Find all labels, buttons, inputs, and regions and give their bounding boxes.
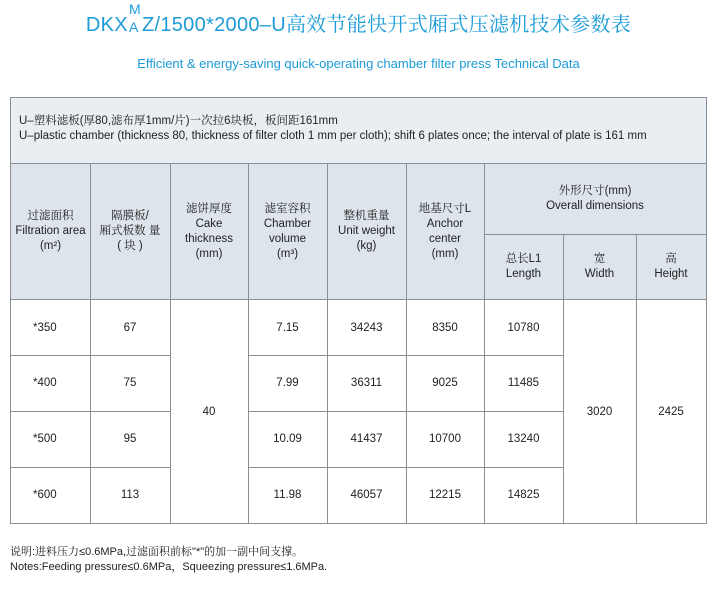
header-text: thickness	[185, 232, 233, 245]
grid-line	[11, 467, 170, 468]
header-plates	[90, 164, 170, 299]
header-text: 总长L1	[505, 252, 542, 265]
intro-line-en: U–plastic chamber (thickness 80, thickness of filter cloth 1 mm per cloth); shift 6 plates once; the interval of plate is 161 mm	[19, 130, 647, 142]
cell-length: 11485	[507, 377, 540, 389]
grid-line	[636, 300, 637, 523]
header-text: (mm)	[431, 247, 459, 260]
notes	[10, 545, 327, 575]
cell-plates: 75	[123, 377, 137, 389]
header-text: (kg)	[356, 240, 377, 252]
header-text: Chamber	[263, 217, 312, 230]
note-line-cn: 说明:进料压力≤0.6MPa,过滤面积前标"*"的加一副中间支撑。	[10, 546, 304, 558]
header-filtration-area	[11, 164, 90, 299]
cell-volume: 11.98	[273, 489, 302, 501]
grid-line	[484, 234, 706, 235]
header-text: Width	[584, 267, 615, 280]
cell-anchor: 12215	[429, 489, 461, 501]
header-text: Anchor	[426, 217, 464, 230]
table-intro	[11, 98, 706, 164]
cell-weight: 41437	[350, 433, 383, 445]
grid-line	[170, 300, 171, 523]
grid-line	[248, 467, 563, 468]
header-text: 高	[665, 252, 677, 265]
page-subtitle: Efficient & energy-saving quick-operating chamber filter press Technical Data	[137, 56, 580, 71]
grid-line	[11, 411, 170, 412]
cell-area: *400	[33, 377, 57, 389]
header-text: (m³)	[276, 247, 299, 260]
title-prefix: DKX	[85, 14, 128, 36]
grid-line	[170, 164, 171, 300]
header-text: 外形尺寸(mm)	[558, 185, 632, 197]
table-body	[11, 300, 706, 523]
cell-length: 14825	[507, 489, 540, 501]
grid-line	[90, 164, 91, 300]
cell-plates: 113	[120, 489, 140, 501]
grid-line	[327, 164, 328, 300]
page-title	[0, 1, 717, 37]
cell-volume: 10.09	[273, 433, 302, 445]
title-suffix: Z/1500*2000–U高效节能快开式厢式压滤机技术参数表	[141, 14, 632, 36]
cell-weight: 46057	[350, 489, 383, 501]
header-text: center	[429, 232, 461, 245]
cell-volume: 7.15	[276, 321, 299, 334]
title-sup: M	[128, 1, 141, 17]
table-header	[11, 164, 706, 300]
title-sub: A	[128, 19, 139, 35]
header-text: 滤室容积	[264, 202, 311, 215]
cell-length: 10780	[507, 321, 540, 334]
header-text: (mm)	[195, 247, 223, 260]
header-text: volume	[268, 232, 307, 245]
header-width	[563, 234, 636, 299]
grid-line	[248, 164, 249, 300]
header-text: Unit weight	[338, 225, 395, 237]
cell-weight: 36311	[350, 377, 383, 389]
cell-area: *500	[33, 433, 57, 445]
note-line-en: Notes:Feeding pressure≤0.6MPa，Squeezing pressure≤1.6MPa.	[10, 561, 328, 573]
header-overall-dimensions	[484, 164, 706, 234]
cell-length: 13240	[507, 433, 540, 445]
cell-plates: 95	[123, 433, 137, 445]
header-text: 厢式板数 量	[99, 225, 161, 237]
cell-anchor: 10700	[429, 433, 461, 445]
header-unit-weight	[327, 164, 406, 299]
header-text: ( 块 )	[117, 240, 143, 252]
cell-width-merged: 3020	[586, 405, 613, 418]
cell-plates: 67	[123, 321, 137, 334]
header-chamber-volume	[248, 164, 327, 299]
grid-line	[484, 164, 485, 300]
header-anchor-center	[406, 164, 484, 299]
header-text: 隔膜板/	[111, 210, 149, 222]
title-model-stack	[128, 1, 142, 35]
header-text: 过滤面积	[27, 210, 74, 222]
spec-table	[10, 97, 707, 524]
grid-line	[248, 411, 563, 412]
header-text: 地基尺寸L	[418, 202, 472, 215]
cell-cake-thickness-merged: 40	[202, 405, 216, 418]
grid-line	[636, 234, 637, 300]
cell-anchor: 8350	[432, 321, 458, 334]
grid-line	[563, 300, 564, 523]
header-height	[636, 234, 706, 299]
grid-line	[11, 355, 170, 356]
header-text: 滤饼厚度	[186, 202, 232, 215]
cell-area: *350	[33, 321, 57, 334]
header-length	[484, 234, 563, 299]
cell-anchor: 9025	[432, 377, 458, 389]
grid-line	[563, 234, 564, 300]
cell-height-merged: 2425	[658, 405, 684, 418]
header-text: Filtration area	[15, 225, 86, 237]
cell-area: *600	[33, 489, 57, 501]
grid-line	[248, 355, 563, 356]
header-text: Length	[505, 267, 542, 280]
header-text: 宽	[593, 252, 606, 265]
header-text: Overall dimensions	[546, 200, 644, 212]
cell-volume: 7.99	[276, 377, 299, 389]
header-text: Cake	[195, 217, 223, 230]
header-cake-thickness	[170, 164, 248, 299]
header-text: Height	[654, 267, 688, 280]
cell-weight: 34243	[350, 321, 383, 334]
grid-line	[406, 164, 407, 300]
intro-line-cn: U–塑料滤板(厚80,滤布厚1mm/片)一次拉6块板，板间距161mm	[19, 115, 338, 127]
header-text: (m²)	[39, 240, 62, 252]
header-text: 整机重量	[343, 210, 390, 222]
